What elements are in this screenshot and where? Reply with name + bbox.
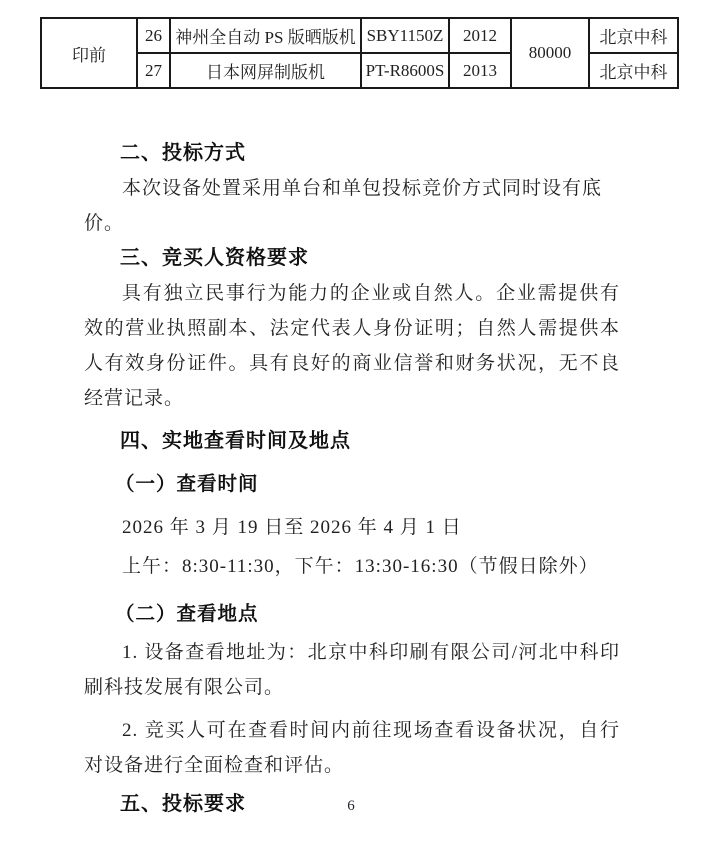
inspection-note-item: 2. 竞买人可在查看时间内前往现场查看设备状况，自行对设备进行全面检查和评估。 xyxy=(84,720,620,776)
cell-equipment-name: 神州全自动 PS 版晒版机 xyxy=(170,18,361,53)
section-4-sub-2-heading: （二）查看地点 xyxy=(115,604,259,625)
table-row xyxy=(41,18,678,53)
section-2-heading: 二、投标方式 xyxy=(120,142,246,164)
cell-year: 2013 xyxy=(449,53,511,88)
section-3-heading: 三、竞买人资格要求 xyxy=(120,247,309,269)
cell-buyer: 北京中科 xyxy=(589,53,678,88)
inspection-address-item: 1. 设备查看地址为：北京中科印刷有限公司/河北中科印刷科技发展有限公司。 xyxy=(84,642,620,698)
cell-category: 印前 xyxy=(41,18,137,88)
page-number: 6 xyxy=(347,798,355,814)
section-4-heading: 四、实地查看时间及地点 xyxy=(120,430,351,452)
cell-model: PT-R8600S xyxy=(361,53,449,88)
document-body xyxy=(84,88,620,822)
cell-item-no: 26 xyxy=(137,18,170,53)
section-4-sub-1-heading: （一）查看时间 xyxy=(115,474,259,495)
cell-item-no: 27 xyxy=(137,53,170,88)
cell-year: 2012 xyxy=(449,18,511,53)
section-3-paragraph: 具有独立民事行为能力的企业或自然人。企业需提供有效的营业执照副本、法定代表人身份证明；自然人需提供本人有效身份证件。具有良好的商业信誉和财务状况，无不良经营记录。 xyxy=(84,283,620,409)
cell-model: SBY1150Z xyxy=(361,18,449,53)
inspection-hours: 上午：8:30-11:30，下午：13:30-16:30（节假日除外） xyxy=(122,556,599,577)
cell-equipment-name: 日本网屏制版机 xyxy=(170,53,361,88)
equipment-table xyxy=(40,17,679,89)
section-5-heading: 五、投标要求 xyxy=(120,793,246,815)
section-2-paragraph: 本次设备处置采用单台和单包投标竞价方式同时设有底价。 xyxy=(84,178,603,234)
cell-price: 80000 xyxy=(511,18,589,88)
inspection-dates: 2026 年 3 月 19 日至 2026 年 4 月 1 日 xyxy=(122,517,462,538)
cell-buyer: 北京中科 xyxy=(589,18,678,53)
